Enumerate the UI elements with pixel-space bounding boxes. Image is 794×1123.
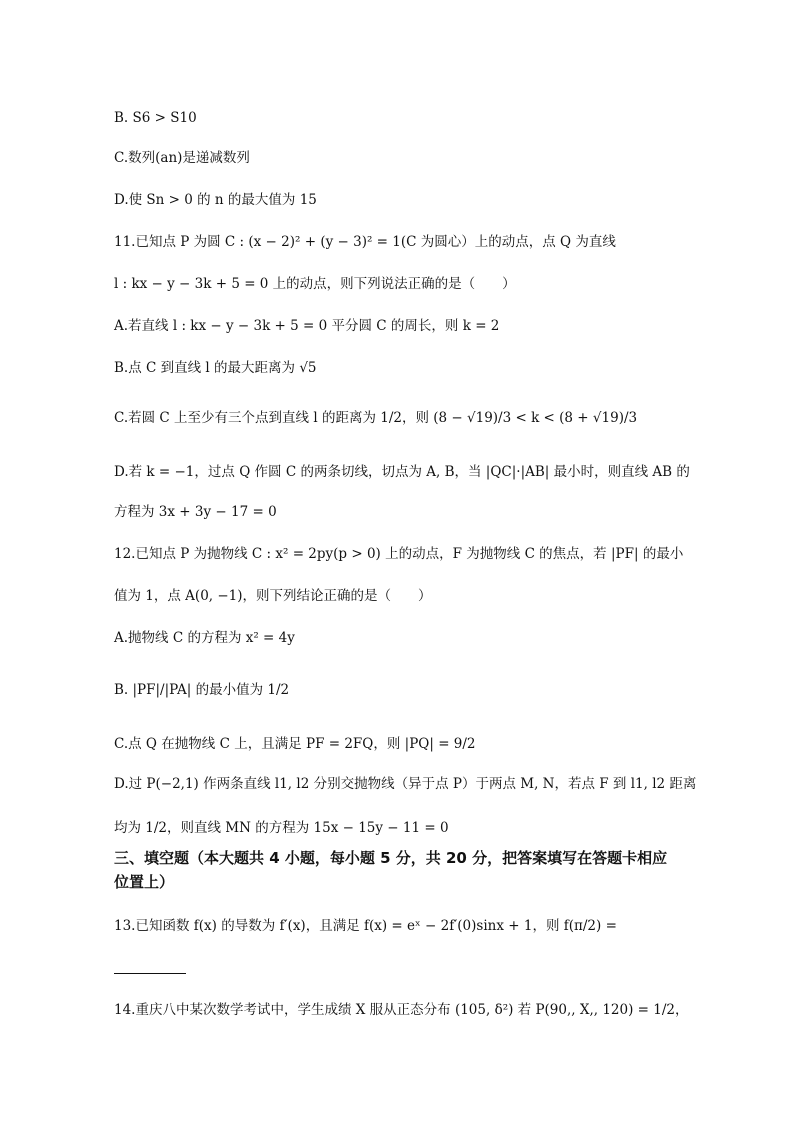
option-12d-line-1: D.过 P(−2,1) 作两条直线 l1, l2 分别交抛物线（异于点 P）于两点 M, N，若点 F 到 l1, l2 距离 [114,776,697,792]
option-10c: C.数列(an)是递减数列 [114,150,250,166]
question-14: 14.重庆八中某次数学考试中，学生成绩 X 服从正态分布 (105, δ²) 若 P(90,, X,, 120) = 1/2， [114,1002,689,1018]
option-12b: B. |PF|/|PA| 的最小值为 1/2 [114,682,290,698]
option-11c: C.若圆 C 上至少有三个点到直线 l 的距离为 1/2，则 (8 − √19)/3 < k < (8 + √19)/3 [114,410,638,426]
question-12-line-2: 值为 1，点 A(0, −1)，则下列结论正确的是（ ） [114,588,432,604]
option-10d: D.使 Sn > 0 的 n 的最大值为 15 [114,192,317,208]
question-12-line-1: 12.已知点 P 为抛物线 C : x² = 2py(p > 0) 上的动点，F 为抛物线 C 的焦点，若 |PF| 的最小 [114,546,684,562]
section-heading-line-1: 三、填空题（本大题共 4 小题，每小题 5 分，共 20 分，把答案填写在答题卡相应 [114,849,668,867]
option-11d-line-2: 方程为 3x + 3y − 17 = 0 [114,504,277,520]
question-13: 13.已知函数 f(x) 的导数为 f′(x)，且满足 f(x) = eˣ − 2f′(0)sinx + 1，则 f(π/2) = [114,918,617,934]
section-heading-line-2: 位置上） [114,873,175,891]
option-10b: B. S6 > S10 [114,110,197,126]
question-11-line-2: l : kx − y − 3k + 5 = 0 上的动点，则下列说法正确的是（ ） [114,276,516,292]
option-12d-line-2: 均为 1/2，则直线 MN 的方程为 15x − 15y − 11 = 0 [114,820,449,836]
option-11b: B.点 C 到直线 l 的最大距离为 √5 [114,360,317,376]
question-11-line-1: 11.已知点 P 为圆 C : (x − 2)² + (y − 3)² = 1(C 为圆心）上的动点，点 Q 为直线 [114,234,616,250]
answer-blank [114,972,186,974]
option-11d-line-1: D.若 k = −1，过点 Q 作圆 C 的两条切线，切点为 A, B，当 |QC|·|AB| 最小时，则直线 AB 的 [114,464,690,480]
option-11a: A.若直线 l : kx − y − 3k + 5 = 0 平分圆 C 的周长，则 k = 2 [114,318,500,334]
option-12a: A.抛物线 C 的方程为 x² = 4y [114,630,295,646]
option-12c: C.点 Q 在抛物线 C 上，且满足 PF = 2FQ，则 |PQ| = 9/2 [114,736,476,752]
